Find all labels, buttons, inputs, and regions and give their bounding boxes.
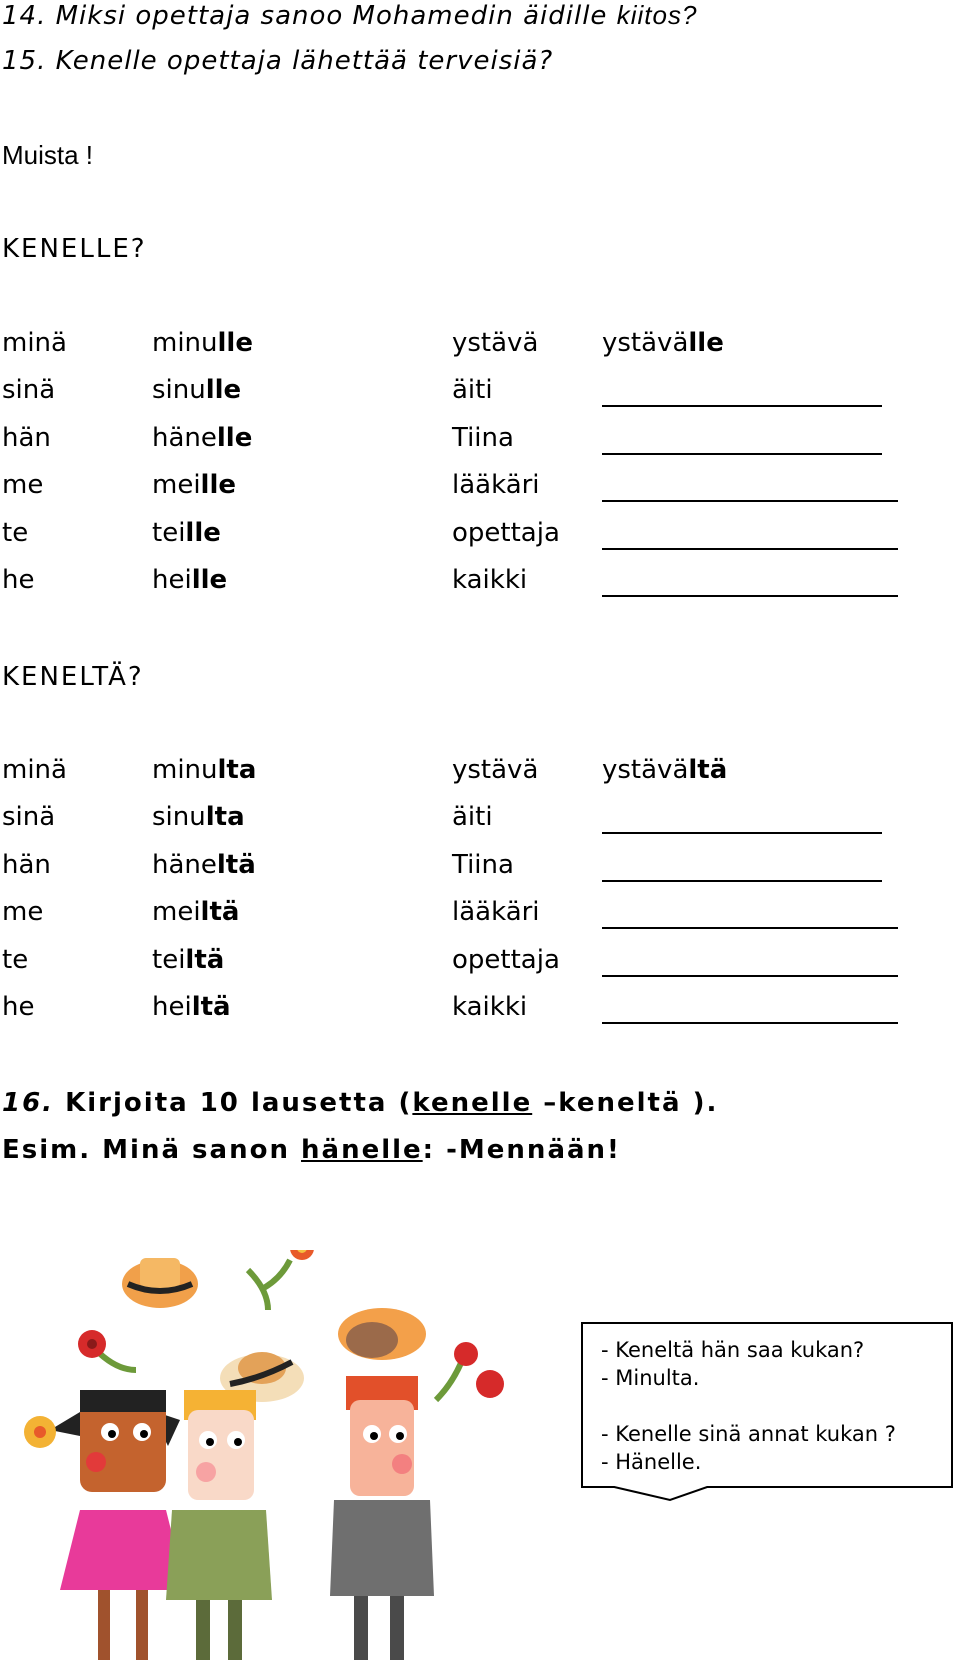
- case-form: [152, 470, 236, 500]
- example-text-b: : -Mennään!: [422, 1135, 621, 1165]
- pronoun: me: [2, 470, 44, 501]
- form-ending: ltä: [200, 897, 240, 928]
- speech-bubble: [581, 1322, 953, 1488]
- answer-ending: ltä: [688, 755, 728, 785]
- task-number: 16.: [2, 1088, 55, 1118]
- reminder-text: Muista !: [2, 140, 94, 170]
- form-ending: lle: [200, 470, 237, 501]
- form-stem: mei: [152, 470, 201, 501]
- form-stem: hei: [152, 565, 192, 595]
- pronoun: te: [2, 944, 29, 975]
- question-number: 14.: [2, 1, 47, 31]
- girl-figure: [24, 1390, 186, 1660]
- form-stem: hei: [152, 992, 192, 1022]
- answer-blank-line[interactable]: [602, 927, 898, 929]
- pronoun: te: [2, 517, 29, 548]
- table-row: [0, 565, 960, 605]
- case-form: [152, 565, 227, 595]
- pronoun: sinä: [2, 375, 56, 406]
- form-stem: tei: [152, 517, 186, 548]
- answer-blank-line[interactable]: [602, 880, 882, 882]
- pronoun: he: [2, 992, 35, 1022]
- pronoun: minä: [2, 328, 67, 358]
- boy-figure: [166, 1390, 272, 1660]
- answer-blank-line[interactable]: [602, 975, 898, 977]
- example-text-a: Esim. Minä sanon: [2, 1135, 302, 1165]
- case-form: [152, 755, 256, 785]
- noun: kaikki: [452, 565, 528, 595]
- case-form: [152, 945, 224, 975]
- form-ending: lle: [185, 517, 221, 548]
- task-16: [2, 1088, 718, 1118]
- case-form: [152, 328, 253, 358]
- example-underlined: hänelle: [301, 1135, 423, 1165]
- question-15: [2, 46, 553, 76]
- case-form: [152, 802, 245, 832]
- table-row: [0, 470, 960, 510]
- task-text-b: –keneltä ).: [532, 1088, 719, 1118]
- kenelta-heading: KENELTÄ?: [2, 662, 144, 692]
- children-illustration: [0, 1250, 560, 1668]
- pronoun: hän: [2, 422, 51, 453]
- case-form: [152, 897, 239, 927]
- pronoun: hän: [2, 849, 51, 880]
- form-stem: häne: [152, 849, 217, 880]
- form-stem: mei: [152, 897, 201, 928]
- table-row: [0, 850, 960, 890]
- answer-blank-line[interactable]: [602, 832, 882, 834]
- question-word: kiitos?: [616, 0, 698, 30]
- pronoun: he: [2, 565, 35, 595]
- form-stem: häne: [152, 422, 217, 453]
- form-stem: sinu: [152, 802, 206, 833]
- bubble-line: - Kenelle sinä annat kukan ?: [601, 1422, 896, 1446]
- form-stem: minu: [152, 755, 218, 785]
- case-form: [152, 992, 231, 1022]
- answer-stem: ystävä: [602, 755, 689, 785]
- table-row: [0, 518, 960, 558]
- answer-blank-line[interactable]: [602, 548, 898, 550]
- noun: Tiina: [452, 422, 514, 453]
- form-ending: lta: [217, 755, 257, 785]
- form-ending: lle: [217, 328, 253, 358]
- answer-blank-line[interactable]: [602, 453, 882, 455]
- answer-blank-line[interactable]: [602, 405, 882, 407]
- answer-blank-line[interactable]: [602, 1022, 898, 1024]
- question-text: Miksi opettaja sanoo Mohamedin äidille: [55, 1, 608, 31]
- question-number: 15.: [2, 46, 47, 76]
- form-ending: lle: [205, 375, 242, 406]
- form-ending: lta: [205, 802, 245, 833]
- hat-icon: [338, 1308, 426, 1360]
- boy-figure: [330, 1376, 434, 1660]
- form-ending: ltä: [191, 992, 231, 1022]
- table-row: [0, 945, 960, 985]
- pronoun: minä: [2, 755, 67, 785]
- example-answer: [602, 328, 724, 358]
- form-stem: minu: [152, 328, 218, 358]
- noun: ystävä: [452, 755, 539, 785]
- table-row: [0, 375, 960, 415]
- hat-icon: [122, 1258, 198, 1308]
- form-stem: tei: [152, 944, 186, 975]
- task-text-a: Kirjoita 10 lausetta (: [65, 1088, 413, 1118]
- form-ending: lle: [191, 565, 228, 595]
- flower-icon: [248, 1250, 314, 1310]
- pronoun: me: [2, 897, 44, 928]
- noun: Tiina: [452, 849, 514, 880]
- noun: opettaja: [452, 944, 560, 975]
- noun: opettaja: [452, 517, 560, 548]
- noun: äiti: [452, 375, 493, 406]
- case-form: [152, 423, 252, 453]
- case-form: [152, 375, 241, 405]
- task-example: [2, 1135, 621, 1165]
- flower-icon: [436, 1342, 504, 1400]
- pronoun: sinä: [2, 802, 56, 833]
- case-form: [152, 518, 221, 548]
- answer-blank-line[interactable]: [602, 500, 898, 502]
- table-row: [0, 755, 960, 795]
- table-row: [0, 328, 960, 368]
- table-row: [0, 897, 960, 937]
- noun: ystävä: [452, 328, 539, 358]
- noun: lääkäri: [452, 897, 540, 928]
- noun: äiti: [452, 802, 493, 833]
- flower-icon: [78, 1330, 136, 1370]
- answer-stem: ystävä: [602, 328, 689, 358]
- noun: kaikki: [452, 992, 528, 1022]
- noun: lääkäri: [452, 470, 540, 501]
- answer-ending: lle: [688, 328, 724, 358]
- kenelle-heading: KENELLE?: [2, 234, 147, 264]
- form-ending: ltä: [216, 849, 256, 880]
- table-row: [0, 992, 960, 1032]
- question-text: Kenelle opettaja lähettää terveisiä?: [55, 46, 554, 76]
- answer-blank-line[interactable]: [602, 595, 898, 597]
- form-stem: sinu: [152, 375, 206, 406]
- case-form: [152, 850, 256, 880]
- bubble-line: - Keneltä hän saa kukan?: [601, 1338, 865, 1362]
- table-row: [0, 423, 960, 463]
- bubble-tail: [600, 1486, 720, 1516]
- task-underlined: kenelle: [412, 1088, 533, 1118]
- table-row: [0, 802, 960, 842]
- form-ending: lle: [216, 422, 253, 453]
- form-ending: ltä: [185, 944, 225, 975]
- question-14: [2, 0, 697, 31]
- bubble-line: - Minulta.: [601, 1366, 700, 1390]
- example-answer: [602, 755, 727, 785]
- bubble-line: - Hänelle.: [601, 1450, 702, 1474]
